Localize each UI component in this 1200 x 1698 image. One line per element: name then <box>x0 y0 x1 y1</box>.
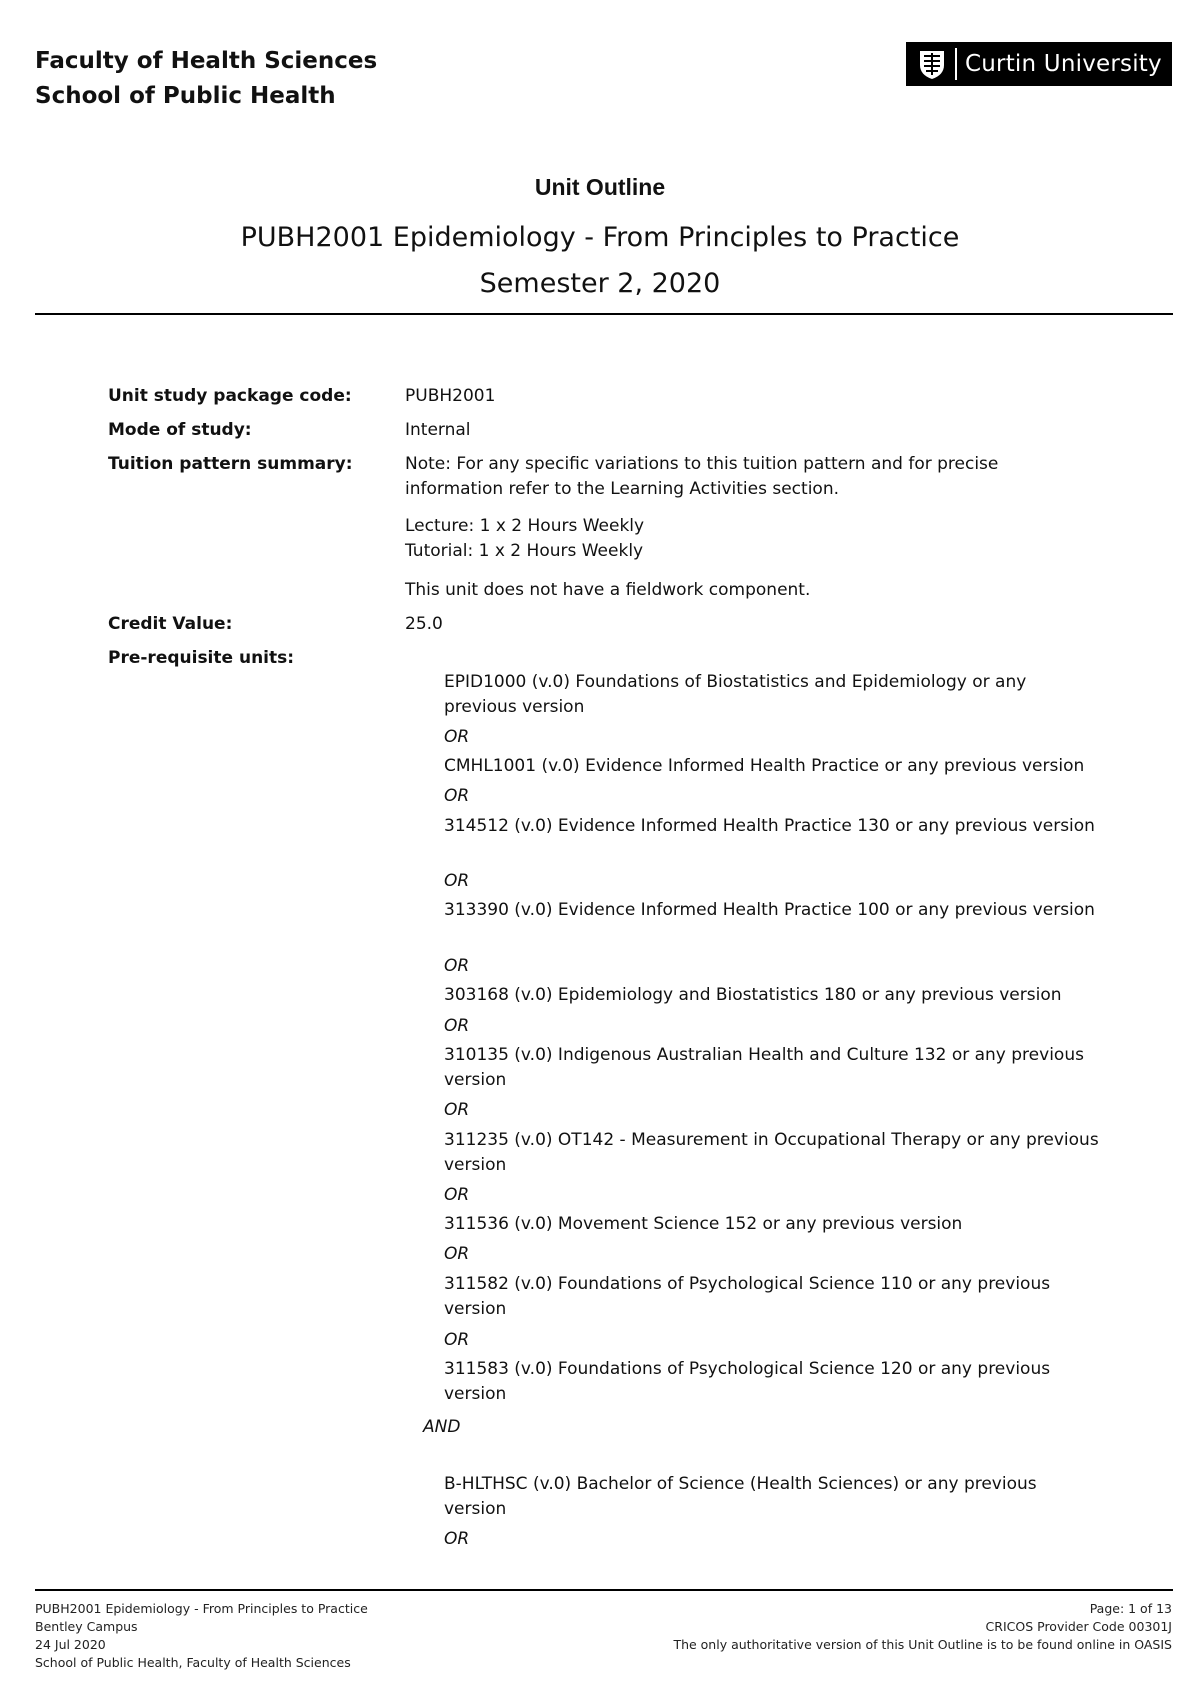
unit-title: PUBH2001 Epidemiology - From Principles to Practice <box>240 222 960 253</box>
prereq-unit: CMHL1001 (v.0) Evidence Informed Health Practice or any previous version <box>444 756 1085 776</box>
prereq-unit: 311582 (v.0) Foundations of Psychological Science 110 or any previous version <box>444 1274 1051 1319</box>
document-heading: Unit Outline <box>534 174 666 200</box>
prereq-label: Pre-requisite units: <box>108 648 295 668</box>
footer-cricos: CRICOS Provider Code 00301J <box>985 1619 1172 1634</box>
footer-campus: Bentley Campus <box>35 1619 138 1634</box>
mode-label: Mode of study: <box>108 420 252 440</box>
or-connector: OR <box>444 1185 470 1205</box>
or-connector: OR <box>444 1016 470 1036</box>
and-connector: AND <box>423 1417 461 1437</box>
header-faculty-block <box>35 44 377 114</box>
footer-school: School of Public Health, Faculty of Health Sciences <box>35 1655 351 1670</box>
or-connector: OR <box>444 956 470 976</box>
header-divider <box>35 313 1173 315</box>
or-connector: OR <box>444 871 470 891</box>
footer-divider <box>35 1589 1173 1591</box>
prereq-unit: 311536 (v.0) Movement Science 152 or any previous version <box>444 1214 963 1234</box>
tutorial-pattern: Tutorial: 1 x 2 Hours Weekly <box>405 541 644 561</box>
prereq-course: B-HLTHSC (v.0) Bachelor of Science (Health Sciences) or any previous version <box>444 1474 1037 1519</box>
logo-divider <box>955 48 957 80</box>
prereq-unit: EPID1000 (v.0) Foundations of Biostatistics and Epidemiology or any previous version <box>444 672 1027 717</box>
credit-label: Credit Value: <box>108 614 233 634</box>
or-connector: OR <box>444 1529 470 1549</box>
lecture-pattern: Lecture: 1 x 2 Hours Weekly <box>405 516 645 536</box>
or-connector: OR <box>444 786 470 806</box>
prereq-unit: 311235 (v.0) OT142 - Measurement in Occupational Therapy or any previous version <box>444 1130 1099 1175</box>
or-connector: OR <box>444 1330 470 1350</box>
prereq-unit: 303168 (v.0) Epidemiology and Biostatistics 180 or any previous version <box>444 985 1062 1005</box>
crest-icon <box>915 47 949 81</box>
footer-unit: PUBH2001 Epidemiology - From Principles to Practice <box>35 1601 368 1616</box>
package-code-value: PUBH2001 <box>405 386 496 406</box>
prereq-unit: 311583 (v.0) Foundations of Psychological Science 120 or any previous version <box>444 1359 1051 1404</box>
fieldwork-note: This unit does not have a fieldwork component. <box>405 580 811 600</box>
prereq-unit: 314512 (v.0) Evidence Informed Health Practice 130 or any previous version <box>444 816 1095 836</box>
footer-page-number: Page: 1 of 13 <box>1089 1601 1172 1616</box>
prereq-unit: 310135 (v.0) Indigenous Australian Health and Culture 132 or any previous version <box>444 1045 1084 1090</box>
or-connector: OR <box>444 727 470 747</box>
faculty-name: Faculty of Health Sciences <box>35 48 378 74</box>
footer-authority-note: The only authoritative version of this Unit Outline is to be found online in OASIS <box>673 1637 1172 1652</box>
footer-left <box>35 1600 368 1672</box>
tuition-note: Note: For any specific variations to this tuition pattern and for precise information refer to the Learning Activities section. <box>405 454 999 499</box>
semester: Semester 2, 2020 <box>479 268 721 299</box>
mode-value: Internal <box>405 420 471 440</box>
logo-wordmark: Curtin University <box>965 51 1162 77</box>
footer-date: 24 Jul 2020 <box>35 1637 106 1652</box>
package-code-label: Unit study package code: <box>108 386 352 406</box>
credit-value: 25.0 <box>405 614 443 634</box>
tuition-label: Tuition pattern summary: <box>108 454 353 474</box>
footer-right <box>673 1600 1172 1654</box>
or-connector: OR <box>444 1100 470 1120</box>
curtin-logo <box>906 42 1172 86</box>
school-name: School of Public Health <box>35 83 336 109</box>
or-connector: OR <box>444 1244 470 1264</box>
prereq-unit: 313390 (v.0) Evidence Informed Health Practice 100 or any previous version <box>444 900 1095 920</box>
